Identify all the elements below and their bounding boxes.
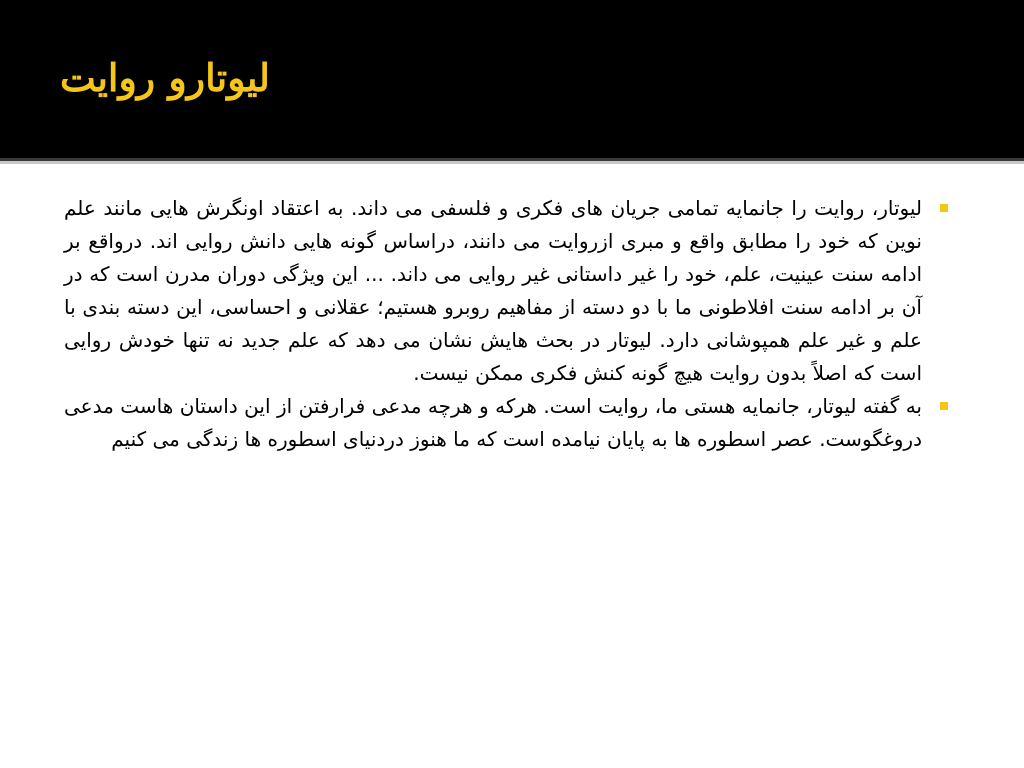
- bullet-item: [64, 192, 936, 390]
- square-bullet-icon: [940, 402, 948, 410]
- bullet-item: [64, 390, 936, 456]
- slide-title: لیوتارو روایت: [60, 55, 270, 100]
- bullet-text: لیوتار، روایت را جانمایه تمامی جریان های فکری و فلسفی می داند. به اعتقاد اونگرش هایی مانند علم نوین که خود را مطابق واقع و مبری ازروایت می دانند، دراساس گونه هایی دانش روایی اند. درواقع بر ادامه سنت عینیت، علم، خود را غیر داستانی غیر روایی می داند. ... این ویژگی دوران مدرن است که در آن بر ادامه سنت افلاطونی ما با دو دسته از مفاهیم روبرو هستیم؛ عقلانی و احساسی، این دسته بندی با علم و غیر علم همپوشانی دارد. لیوتار در بحث هایش نشان می دهد که علم جدید نه تنها خودش روایی است که اصلاً بدون روایت هیچ گونه کنش فکری ممکن نیست.: [64, 196, 922, 385]
- title-band: [0, 0, 1024, 158]
- bullet-text: به گفته لیوتار، جانمایه هستی ما، روایت است. هرکه و هرچه مدعی فرارفتن از این داستان هاست مدعی دروغگوست. عصر اسطوره ها به پایان نیامده است که ما هنوز دردنیای اسطوره ها زندگی می کنیم: [64, 394, 922, 451]
- slide-body: [64, 192, 936, 456]
- square-bullet-icon: [940, 204, 948, 212]
- title-divider-light: [0, 161, 1024, 164]
